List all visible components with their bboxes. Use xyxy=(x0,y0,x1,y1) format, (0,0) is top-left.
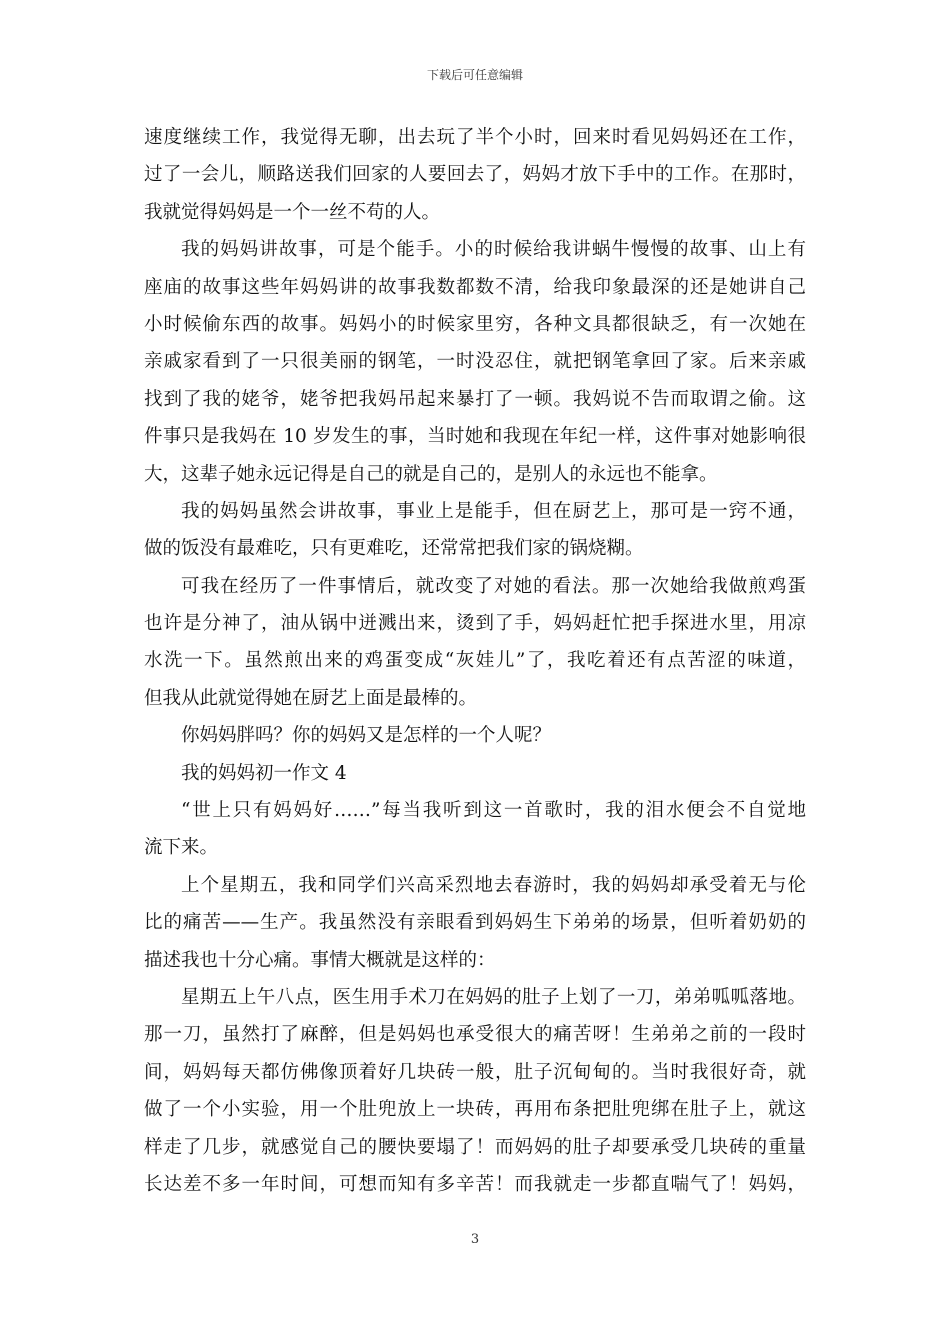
page-header: 下载后可任意编辑 xyxy=(426,68,523,82)
text-line: 速度继续工作，我觉得无聊，出去玩了半个小时，回来时看见妈妈还在工作， xyxy=(144,127,806,148)
text-line: 比的痛苦——生产。我虽然没有亲眼看到妈妈生下弟弟的场景，但听着奶奶的 xyxy=(144,912,806,934)
text-line: 座庙的故事这些年妈妈讲的故事我数都数不清，给我印象最深的还是她讲自己 xyxy=(144,276,806,298)
text-line: 件事只是我妈在 10 岁发生的事，当时她和我现在年纪一样，这件事对她影响很 xyxy=(144,426,806,448)
text-line: 你妈妈胖吗？你的妈妈又是怎样的一个人呢？ xyxy=(181,725,552,747)
text-line: 上个星期五，我和同学们兴高采烈地去春游时，我的妈妈却承受着无与伦 xyxy=(181,874,806,896)
text-line: 但我从此就觉得她在厨艺上面是最棒的。 xyxy=(144,687,478,709)
text-line: 过了一会儿，顺路送我们回家的人要回去了，妈妈才放下手中的工作。在那时， xyxy=(144,164,806,186)
text-line: 做了一个小实验，用一个肚兜放上一块砖，再用布条把肚兜绑在肚子上，就这 xyxy=(144,1099,806,1121)
text-line: 长达差不多一年时间，可想而知有多辛苦！而我就走一步都直喘气了！妈妈， xyxy=(144,1173,806,1195)
text-line: 星期五上午八点，医生用手术刀在妈妈的肚子上划了一刀，弟弟呱呱落地。 xyxy=(181,986,806,1008)
text-line: 大，这辈子她永远记得是自己的就是自己的，是别人的永远也不能拿。 xyxy=(144,463,718,485)
text-line: 流下来。 xyxy=(144,837,219,859)
text-line: 样走了几步，就感觉自己的腰快要塌了！而妈妈的肚子却要承受几块砖的重量 xyxy=(144,1136,806,1158)
text-line: 小时候偷东西的故事。妈妈小的时候家里穷，各种文具都很缺乏，有一次她在 xyxy=(144,313,806,335)
text-line: 水洗一下。虽然煎出来的鸡蛋变成“灰娃儿”了，我吃着还有点苦涩的味道， xyxy=(144,650,806,672)
text-line: 我的妈妈虽然会讲故事，事业上是能手，但在厨艺上，那可是一窍不通， xyxy=(181,500,806,522)
text-line: 我就觉得妈妈是一个一丝不苟的人。 xyxy=(144,201,441,223)
text-line: 找到了我的姥爷，姥爷把我妈吊起来暴打了一顿。我妈说不告而取谓之偷。这 xyxy=(144,388,806,410)
text-line: 间，妈妈每天都仿佛像顶着好几块砖一般，肚子沉甸甸的。当时我很好奇，就 xyxy=(144,1061,806,1083)
text-line: 做的饭没有最难吃，只有更难吃，还常常把我们家的锅烧糊。 xyxy=(144,538,644,560)
text-line: 描述我也十分心痛。事情大概就是这样的： xyxy=(144,949,496,971)
page-number: 3 xyxy=(470,1232,480,1247)
text-line: 也许是分神了，油从锅中迸溅出来，烫到了手，妈妈赶忙把手探进水里，用凉 xyxy=(144,613,806,635)
text-line: 可我在经历了一件事情后，就改变了对她的看法。那一次她给我做煎鸡蛋 xyxy=(181,575,806,597)
document-body xyxy=(144,119,806,1203)
text-line: 我的妈妈初一作文 4 xyxy=(181,762,347,784)
text-line: 那一刀，虽然打了麻醉，但是妈妈也承受很大的痛苦呀！生弟弟之前的一段时 xyxy=(144,1024,806,1046)
text-line: 亲戚家看到了一只很美丽的钢笔，一时没忍住，就把钢笔拿回了家。后来亲戚 xyxy=(144,351,806,373)
text-line: “世上只有妈妈好……”每当我听到这一首歌时，我的泪水便会不自觉地 xyxy=(181,800,806,822)
text-line: 我的妈妈讲故事，可是个能手。小的时候给我讲蜗牛慢慢的故事、山上有 xyxy=(181,239,806,261)
